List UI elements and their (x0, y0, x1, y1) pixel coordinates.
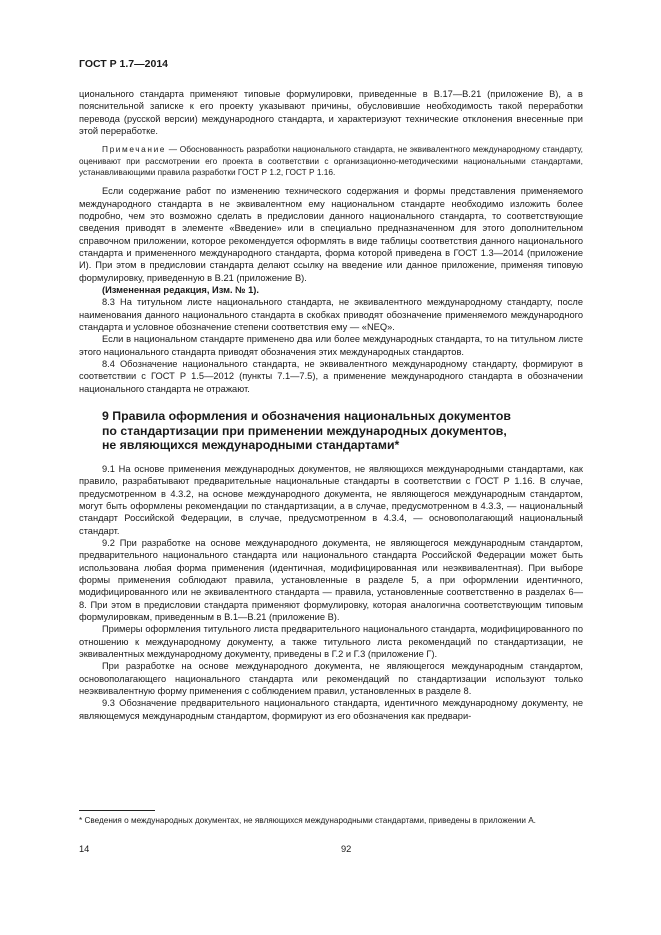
amendment-note: (Измененная редакция, Изм. № 1). (102, 285, 259, 296)
clause-9-3: 9.3 Обозначение предварительного национального стандарта, идентичного международному документу, не являющемуся международным стандартом, формируют из его обозначения как предвари- (79, 698, 583, 721)
paragraph: Если содержание работ по изменению технического содержания и формы представления применяемого международного стандарта в не эквивалентном ему национальном стандарте необходимо изложить более подробно, чем это возможно сделать в предисловии данного национального стандарта, то соответствующие сведения приводят в элементе «Введение» или в специально предназначенном для этого дополнительном справочном приложении, которое рекомендуется оформлять в виде таблицы соответствия данного национального стандарта и примененного международного стандарта, форма которой приведена в ГОСТ 1.3—2014 (приложение И). При этом в предисловии стандарта делают ссылку на введение или данное приложение, применяя типовую формулировку, приведенную в В.21 (приложение В). (79, 186, 583, 283)
footnote-divider (79, 810, 155, 811)
section-title-line: по стандартизации при применении международных документов, (102, 423, 507, 438)
section-title-line: не являющихся международными стандартами* (102, 438, 400, 453)
clause-9-1: 9.1 На основе применения международных документов, не являющихся международными стандартами, как правило, разрабатывают предварительные национальные стандарты в соответствии с ГОСТ Р 1.16. В случае, предусмотренном в 4.3.2, на основе международного документа, не являющегося международным стандартом, могут быть оформлены рекомендации по стандартизации, а в случае, предусмотренном в 4.3.3, — национальный стандарт Российской Федерации, в случае, предусмотренном в 4.3.4, — основополагающий национальный стандарт. (79, 463, 583, 536)
paragraph: Примеры оформления титульного листа предварительного национального стандарта, модифицированного по отношению к международному документу, а также титульного листа рекомендаций по стандартизации, не эквивалентных международному документу, приведены в Г.2 и Г.3 (приложение Г). (79, 624, 583, 660)
note-label: Примечание (102, 144, 167, 155)
note-text: — Обоснованность разработки национального стандарта, не эквивалентного международному стандарту, оценивают при рассмотрении его проекта в соответствии с организационно-методическими национальными стандартами, устанавливающими правила разработки ГОСТ Р 1.2, ГОСТ Р 1.16. (79, 144, 583, 177)
paragraph: При разработке на основе международного документа, не являющегося международным стандартом, основополагающего национального стандарта или рекомендаций по стандартизации используют только неэквивалентную форму применения с соблюдением правил, установленных в разделе 8. (79, 661, 583, 697)
note (79, 144, 583, 178)
page-body (79, 88, 583, 722)
clause-8-3: 8.3 На титульном листе национального стандарта, не эквивалентного международному стандарту, после наименования данного национального стандарта в скобках приводят обозначение применяемого международного стандарта и условное обозначение степени соответствия ему — «NEQ». (79, 297, 583, 333)
clause-9-2: 9.2 При разработке на основе международного документа, не являющегося международным стандартом, предварительного национального стандарта или национального стандарта Российской Федерации может быть использована любая форма применения (идентичная, модифицированная или неэквивалентная). При выборе формы применения соблюдают правила, установленные в разделе 5, а при оформлении идентичного, модифицированного или не эквивалентного стандарта — правила, установленные соответственно в разделах 6—8. При этом в предисловии стандарта применяют формулировку, которая аналогична соответствующим типовым формулировкам, приведенным в В.1—В.21 (приложение В). (79, 537, 583, 623)
section-title-line: 9 Правила оформления и обозначения национальных документов (102, 409, 511, 424)
section-9-title (79, 409, 583, 453)
standard-header: ГОСТ Р 1.7—2014 (79, 58, 169, 70)
page-number-center: 92 (341, 844, 352, 854)
paragraph: Если в национальном стандарте применено два или более международных стандарта, то на титульном листе этого национального стандарта приводят обозначения этих международных стандартов. (79, 334, 583, 357)
clause-8-4: 8.4 Обозначение национального стандарта, не эквивалентного международному стандарту, формируют в соответствии с ГОСТ Р 1.5—2012 (пункты 7.1—7.5), а применение международного стандарта в обозначении национального стандарта не отражают. (79, 359, 583, 394)
paragraph: ционального стандарта применяют типовые формулировки, приведенные в В.17—В.21 (приложение В), а в пояснительной записке к его проекту указывают причины, обусловившие необходимость такой переработки перевода (русской версии) международного стандарта, и характеризуют технические отклонения внесенные при этой переработке. (79, 89, 583, 137)
page-number-left: 14 (79, 844, 90, 854)
footnote: * Сведения о международных документах, не являющихся международными стандартами, приведены в приложении А. (79, 816, 536, 825)
